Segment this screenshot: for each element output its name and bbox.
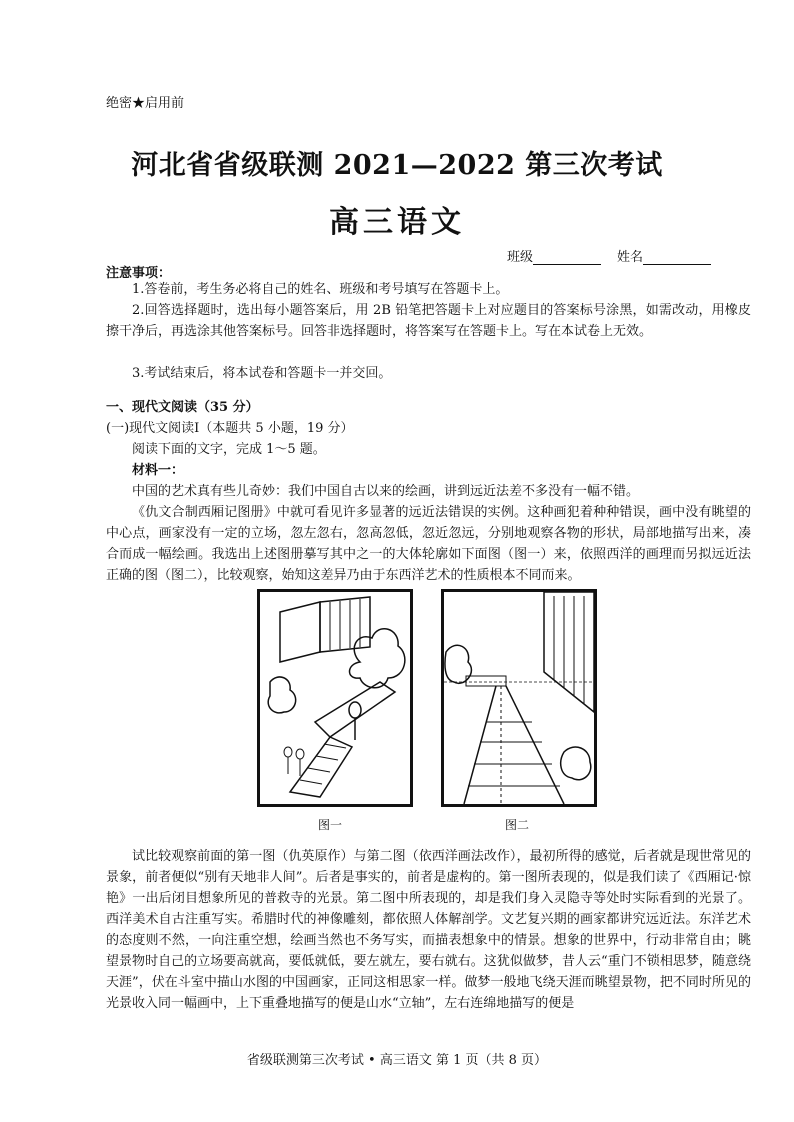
subject-title: 高三语文 — [329, 205, 465, 240]
figure-2-illustration — [441, 589, 597, 807]
figure-2-drawing — [444, 592, 594, 804]
notice-item-3: 3.考试结束后，将本试卷和答题卡一并交回。 — [132, 366, 392, 381]
notice-item-2: 2.回答选择题时，选出每小题答案后，用 2B 铅笔把答题卡上对应题目的答案标号涂黑，如需改动，用橡皮擦干净后，再选涂其他答案标号。回答非选择题时，将答案写在答题卡上。写在本试卷上无效。 — [106, 303, 751, 339]
confidential-label: 绝密★启用前 — [106, 96, 185, 111]
material-paragraph-2: 《仇文合制西厢记图册》中就可看见许多显著的远近法错误的实例。这种画犯着种种错误，画中没有眺望的中心点，画家没有一定的立场，忽左忽右，忽高忽低，忽近忽远，分别地观察各物的形状，局部地描写出来，凑合而成一幅绘画。我选出上述图册摹写其中之一的大体轮廓如下面图（图一）来，依照西洋的画理而另拟远近法正确的图（图二），比较观察，始知这差异乃由于东西洋艺术的性质根本不同而来。 — [106, 505, 751, 583]
material-paragraph-1: 中国的艺术真有些儿奇妙：我们中国自古以来的绘画，讲到远近法差不多没有一幅不错。 — [132, 484, 640, 499]
student-info-fields — [507, 246, 711, 265]
section-heading: 一、现代文阅读（35 分） — [106, 400, 259, 415]
page-footer: 省级联测第三次考试 • 高三语文 第 1 页（共 8 页） — [246, 1053, 548, 1068]
class-label: 班级 — [507, 250, 534, 265]
figure-1-drawing — [260, 592, 410, 804]
figure-1-illustration — [257, 589, 413, 807]
notice-item-1: 1.答卷前，考生务必将自己的姓名、班级和考号填写在答题卡上。 — [132, 282, 509, 297]
material-paragraph-3: 试比较观察前面的第一图（仇英原作）与第二图（依西洋画法改作），最初所得的感觉，后者就是现世常见的景象，前者便似“别有天地非人间”。后者是事实的，前者是虚构的。第一图所表现的，似是我们读了《西厢记·惊艳》一出后闭目想象所见的普救寺的光景。第二图中所表现的，却是我们身入灵隐寺等处时实际看到的光景了。西洋美术自古注重写实。希腊时代的神像雕刻，都依照人体解剖学。文艺复兴期的画家都讲究远近法。东洋艺术的态度则不然，一向注重空想，绘画当然也不务写实，而描表想象中的情景。想象的世界中，行动非常自由；眺望景物时自己的立场要高就高，要低就低，要左就左，要右就右。这犹似做梦，昔人云“重门不锁相思梦，随意绕天涯”，伏在斗室中描山水图的中国画家，正同这相思家一样。做梦一般地飞绕天涯而眺望景物，把不同时所见的光景收入同一幅画中，上下重叠地描写的便是山水“立轴”，左右连绵地描写的便是 — [106, 849, 751, 1011]
exam-title: 河北省省级联测 2021—2022 第三次考试 — [131, 150, 663, 181]
class-blank[interactable] — [533, 252, 601, 265]
name-blank[interactable] — [643, 252, 711, 265]
subsection-heading: (一)现代文阅读Ⅰ（本题共 5 小题，19 分） — [106, 421, 354, 436]
name-label: 姓名 — [617, 250, 644, 265]
material-label: 材料一： — [132, 463, 185, 478]
figure-1-caption: 图一 — [318, 818, 343, 832]
figure-2-caption: 图二 — [505, 818, 530, 832]
notice-heading: 注意事项： — [106, 266, 172, 281]
reading-instruction: 阅读下面的文字，完成 1～5 题。 — [132, 442, 326, 457]
